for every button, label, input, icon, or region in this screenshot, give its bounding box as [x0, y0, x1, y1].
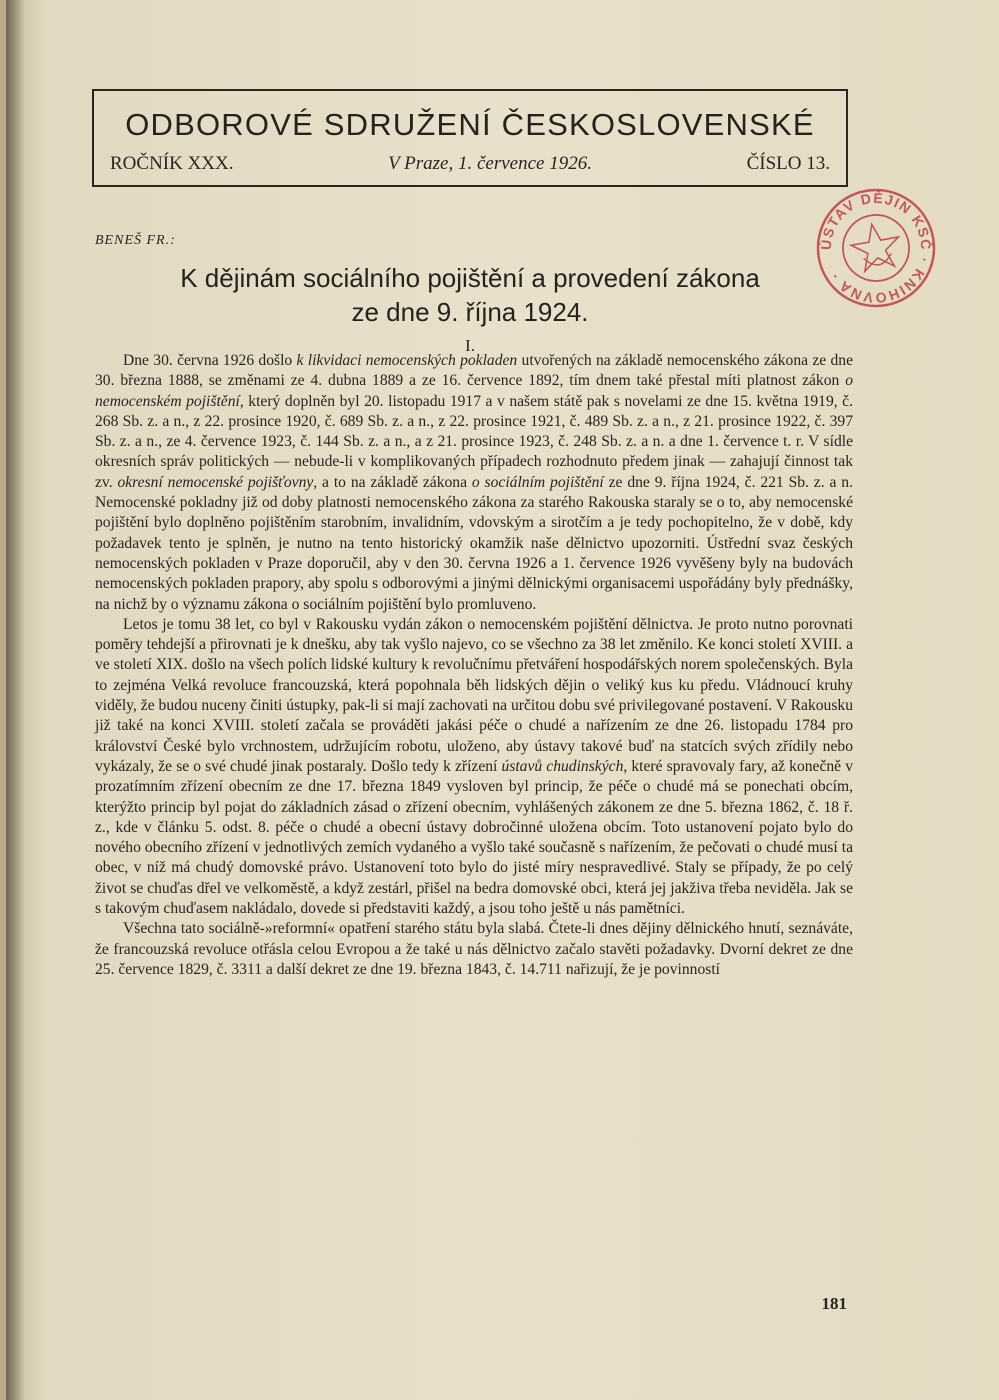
masthead-info-row — [110, 151, 830, 177]
paragraph-text: Letos je tomu 38 let, co byl v Rakousku vydán zákon o nemocenském pojištění dělnictva. Je proto nutno porovnati poměry tehdejší a přirovnati je k dnešku, aby tak vyšlo najevo, co se všechno za 38 let změnilo. Ke konci století XVIII. a ve století XIX. došlo na všech polích lidské kultury k revolučnímu přetváření hospodářských norem společenských. Byla to zejména Velká revoluce francouzská, která popohnala běh lidských dějin o veliký kus ku předu. Vládnoucí kruhy viděly, že budou nuceny činiti ústupky, pak-li si mají zachovati na určitou dobu své privilegované postavení. V Rakousku již také na konci XVIII. století začala se prováděti jakási péče o chudé a nařízením ze dne 26. listopadu 1784 pro království České bylo vrchnostem, udržujícím robotu, uloženo, aby ústavy takové buď na statcích svých zřídily nebo vykázaly, že se o své chudé jinak postaraly. Došlo tedy k zřízení — [95, 615, 853, 775]
paragraph-text: Všechna tato sociálně-»reformní« opatření starého státu byla slabá. Čtete-li dnes dějiny dělnického hnutí, seznáváte, že francouzská revoluce otřásla celou Evropou a že také u nás dělnictvo začalo stavěti požadavky. Dvorní dekret ze dne 25. července 1829, č. 3311 a další dekret ze dne 19. března 1843, č. 14.711 nařizují, že je povinností — [95, 920, 853, 978]
stamp-inner-ring — [838, 210, 914, 286]
article-title-line-2: ze dne 9. října 1924. — [351, 297, 589, 327]
paragraph-text: , který doplněn byl 20. listopadu 1917 a v našem státě pak s novelami ze dne 15. května 1919, č. 268 Sb. z. a n., z 22. prosince 1920, č. 689 Sb. z. a n., z 22. prosince 1921, č. 489 Sb. z. a n., z 21. prosince 1922, č. 397 Sb. z. a n., ze 4. července 1923, č. 144 Sb. z. a n., a z 21. prosince 1923, č. 248 Sb. z. a n. a dne 1. července t. r. V sídle okresních správ politických — nebude-li v komplikovaných případech rozhodnuto předem jinak — zahajují činnost tak zv. — [95, 392, 854, 491]
place-date: V Praze, 1. července 1926. — [388, 153, 592, 174]
scanned-page — [6, 0, 999, 1400]
section-number: I. — [465, 336, 475, 355]
masthead-box — [92, 89, 848, 187]
article-paragraph — [95, 919, 853, 980]
emphasized-text: okresní nemocenské pojišťovny — [117, 473, 314, 491]
masthead-title: ODBOROVÉ SDRUŽENÍ ČESKOSLOVENSKÉ — [125, 107, 815, 142]
issue-number: ČÍSLO 13. — [746, 153, 830, 174]
article-body — [95, 351, 853, 980]
page-number: 181 — [821, 1294, 847, 1313]
stamp-ring-text: ÚSTAV DĚJIN KSČ · KNIHOVNA · — [817, 189, 935, 307]
paragraph-text: utvořených na základě nemocenského zákona ze dne 30. března 1888, se změnami ze 4. dubna 1889 a ze 16. července 1892, tím dnem také přestal míti platnost zákon — [95, 352, 853, 390]
paragraph-text: , a to na základě zákona — [313, 473, 472, 491]
emphasized-text: o nemocenském pojištění — [95, 372, 853, 410]
article-paragraph — [95, 351, 853, 615]
emphasized-text: k likvidaci nemocenských pokladen — [296, 352, 518, 369]
article-title-line-1: K dějinám sociálního pojištění a provedení zákona — [180, 263, 760, 293]
article-author: BENEŠ FR.: — [95, 233, 176, 248]
page-binding-shadow — [6, 0, 24, 1400]
volume-label: ROČNÍK XXX. — [110, 153, 234, 174]
article-paragraph — [95, 615, 853, 919]
paragraph-text: , které spravovaly fary, až konečně v prozatímním zřízení obecním ze dne 17. března 1849 vysloven byl princip, že péče o chudé má se ponechati obcím, kterýžto princip byl pojat do základních zásad o zřízení obecním, vyhlášených zákonem ze dne 5. března 1862, č. 18 ř. z., kde v článku 5. odst. 8. péče o chudé a obecní ústavy dobročinné uložena obcím. Toto ustanovení pojato bylo do nového obecního zřízení v jednotlivých zemích vydaného a vyšlo také současně s nařízením, že pečovati o chudé musí ta obec, v níž má chudý domovské právo. Ustanovení toto bylo do jisté míry nespravedlivé. Staly se případy, že po celý život se chuďas dřel ve velkoměstě, a když zestárl, přišel na bedra domovské obci, která jej jakživa třeba neviděla. Jak se s takovým chuďasem nakládalo, dovede si představiti každý, a jsou toho ještě u nás pamětníci. — [95, 757, 853, 918]
emphasized-text: o sociálním pojištění — [471, 473, 604, 491]
paragraph-text: ze dne 9. října 1924, č. 221 Sb. z. a n. Nemocenské pokladny již od doby platnosti nemocenského zákona za starého Rakouska staraly se o to, aby nemocenské pojištění bylo doplněno pojištěním starobním, invalidním, vdovským a sirotčím a je tedy pochopitelno, že v době, kdy požadavek tento je splněn, je nutno na tento historický okamžik naše dělnictvo upozorniti. Ústřední svaz českých nemocenských pokladen v Praze doporučil, aby v den 30. června 1926 a 1. července 1926 vyvěšeny byly na budovách nemocenských pokladen prapory, aby spolu s odborovými a jinými dělnickými organisacemi uspořádány byly přednášky, na nichž by o významu zákona o sociálním pojištění bylo promluveno. — [95, 473, 853, 613]
paragraph-text: Dne 30. června 1926 došlo — [123, 352, 297, 369]
emphasized-text: ústavů chudinských — [501, 757, 624, 775]
